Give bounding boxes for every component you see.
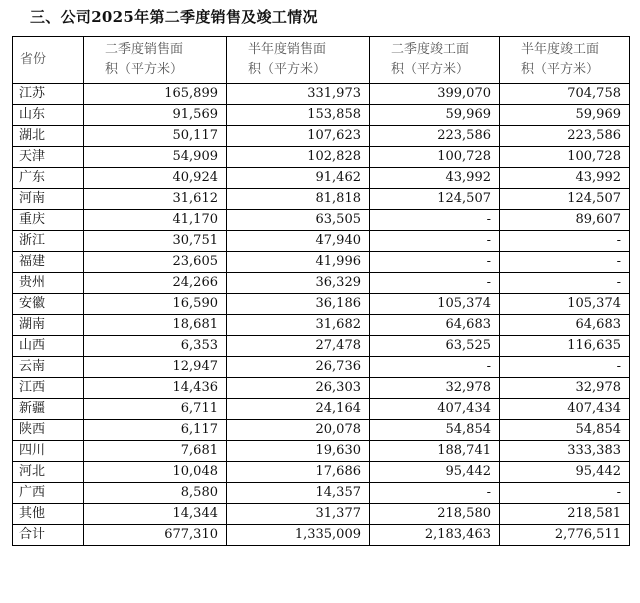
cell-h1-completed-area: 116,635 [500,336,630,357]
cell-q2-completed-area: 218,580 [370,504,500,525]
cell-province: 河北 [13,462,84,483]
cell-h1-sales-area: 26,303 [227,378,370,399]
cell-h1-completed-area: 32,978 [500,378,630,399]
cell-province: 河南 [13,189,84,210]
cell-h1-sales-area: 102,828 [227,147,370,168]
cell-q2-sales-area: 677,310 [84,525,227,546]
cell-h1-sales-area: 36,186 [227,294,370,315]
cell-h1-completed-area: 704,758 [500,84,630,105]
cell-h1-completed-area: 95,442 [500,462,630,483]
cell-q2-sales-area: 50,117 [84,126,227,147]
cell-q2-completed-area: 63,525 [370,336,500,357]
cell-h1-sales-area: 331,973 [227,84,370,105]
cell-q2-sales-area: 6,117 [84,420,227,441]
cell-h1-completed-area: 124,507 [500,189,630,210]
cell-province: 江苏 [13,84,84,105]
table-row [13,462,630,483]
table-row [13,315,630,336]
cell-q2-completed-area: 2,183,463 [370,525,500,546]
cell-province: 贵州 [13,273,84,294]
cell-h1-completed-area: - [500,273,630,294]
cell-h1-sales-area: 19,630 [227,441,370,462]
cell-q2-sales-area: 24,266 [84,273,227,294]
header-q2-completed-line2: 积（平方米） [391,62,470,77]
cell-q2-sales-area: 14,436 [84,378,227,399]
cell-q2-sales-area: 16,590 [84,294,227,315]
cell-h1-sales-area: 31,377 [227,504,370,525]
cell-q2-sales-area: 40,924 [84,168,227,189]
cell-q2-completed-area: 124,507 [370,189,500,210]
cell-h1-completed-area: 407,434 [500,399,630,420]
cell-q2-completed-area: 59,969 [370,105,500,126]
cell-h1-sales-area: 36,329 [227,273,370,294]
cell-h1-completed-area: 43,992 [500,168,630,189]
cell-q2-sales-area: 7,681 [84,441,227,462]
header-province: 省份 [13,37,84,84]
sales-completion-table [12,36,630,546]
cell-h1-sales-area: 153,858 [227,105,370,126]
cell-q2-sales-area: 10,048 [84,462,227,483]
cell-province: 湖南 [13,315,84,336]
cell-h1-completed-area: 333,383 [500,441,630,462]
cell-h1-sales-area: 26,736 [227,357,370,378]
header-h1-completed-area [500,37,630,84]
cell-h1-completed-area: - [500,483,630,504]
cell-province: 湖北 [13,126,84,147]
cell-h1-completed-area: 54,854 [500,420,630,441]
table-row [13,420,630,441]
table-row [13,273,630,294]
header-h1-completed-line1: 半年度竣工面 [521,42,600,57]
cell-q2-completed-area: - [370,273,500,294]
cell-q2-sales-area: 14,344 [84,504,227,525]
header-h1-sales-area [227,37,370,84]
cell-q2-sales-area: 23,605 [84,252,227,273]
cell-province: 云南 [13,357,84,378]
cell-h1-completed-area: - [500,231,630,252]
cell-q2-sales-area: 41,170 [84,210,227,231]
table-row [13,210,630,231]
table-row [13,336,630,357]
cell-h1-completed-area: 2,776,511 [500,525,630,546]
cell-h1-sales-area: 41,996 [227,252,370,273]
cell-h1-sales-area: 27,478 [227,336,370,357]
page-title: 三、公司2025年第二季度销售及竣工情况 [30,8,318,26]
cell-province: 陕西 [13,420,84,441]
cell-h1-sales-area: 47,940 [227,231,370,252]
cell-q2-completed-area: 100,728 [370,147,500,168]
cell-q2-sales-area: 18,681 [84,315,227,336]
cell-q2-completed-area: - [370,483,500,504]
cell-province: 其他 [13,504,84,525]
table-row [13,504,630,525]
header-q2-sales-line1: 二季度销售面 [105,42,184,57]
cell-q2-completed-area: - [370,252,500,273]
cell-h1-sales-area: 91,462 [227,168,370,189]
header-q2-sales-line2: 积（平方米） [105,62,184,77]
cell-q2-completed-area: 407,434 [370,399,500,420]
table-row [13,126,630,147]
cell-q2-completed-area: 399,070 [370,84,500,105]
cell-q2-completed-area: 64,683 [370,315,500,336]
table-row [13,189,630,210]
cell-q2-completed-area: 95,442 [370,462,500,483]
cell-province: 山西 [13,336,84,357]
cell-q2-sales-area: 6,711 [84,399,227,420]
cell-h1-completed-area: 218,581 [500,504,630,525]
cell-q2-sales-area: 6,353 [84,336,227,357]
cell-q2-sales-area: 8,580 [84,483,227,504]
table-row [13,294,630,315]
header-h1-completed-line2: 积（平方米） [521,62,600,77]
header-h1-sales-line2: 积（平方米） [248,62,327,77]
cell-q2-completed-area: 188,741 [370,441,500,462]
cell-q2-sales-area: 12,947 [84,357,227,378]
cell-h1-completed-area: 100,728 [500,147,630,168]
cell-h1-completed-area: 59,969 [500,105,630,126]
cell-q2-completed-area: 223,586 [370,126,500,147]
cell-q2-completed-area: 32,978 [370,378,500,399]
cell-q2-sales-area: 30,751 [84,231,227,252]
cell-province: 广西 [13,483,84,504]
table-row [13,441,630,462]
cell-h1-completed-area: 105,374 [500,294,630,315]
table-row [13,147,630,168]
cell-q2-sales-area: 165,899 [84,84,227,105]
cell-h1-sales-area: 24,164 [227,399,370,420]
table-header-row [13,37,630,84]
cell-h1-completed-area: - [500,357,630,378]
table-row [13,483,630,504]
cell-h1-sales-area: 20,078 [227,420,370,441]
cell-province: 广东 [13,168,84,189]
cell-province: 安徽 [13,294,84,315]
cell-q2-sales-area: 54,909 [84,147,227,168]
cell-province: 四川 [13,441,84,462]
table-row [13,378,630,399]
table-row [13,357,630,378]
table-row [13,84,630,105]
cell-q2-completed-area: - [370,210,500,231]
cell-q2-completed-area: 105,374 [370,294,500,315]
cell-h1-completed-area: 223,586 [500,126,630,147]
cell-province: 新疆 [13,399,84,420]
header-q2-sales-area [84,37,227,84]
cell-h1-sales-area: 17,686 [227,462,370,483]
cell-h1-sales-area: 14,357 [227,483,370,504]
cell-province: 江西 [13,378,84,399]
header-h1-sales-line1: 半年度销售面 [248,42,327,57]
header-q2-completed-line1: 二季度竣工面 [391,42,470,57]
table-row [13,168,630,189]
cell-h1-sales-area: 81,818 [227,189,370,210]
cell-province: 福建 [13,252,84,273]
cell-h1-sales-area: 31,682 [227,315,370,336]
table-row [13,399,630,420]
cell-h1-completed-area: 64,683 [500,315,630,336]
cell-q2-completed-area: - [370,357,500,378]
table-row [13,105,630,126]
cell-q2-sales-area: 31,612 [84,189,227,210]
cell-province: 浙江 [13,231,84,252]
cell-province: 合计 [13,525,84,546]
table-row [13,252,630,273]
cell-h1-completed-area: 89,607 [500,210,630,231]
cell-q2-completed-area: - [370,231,500,252]
cell-h1-sales-area: 63,505 [227,210,370,231]
cell-q2-completed-area: 54,854 [370,420,500,441]
cell-q2-completed-area: 43,992 [370,168,500,189]
cell-h1-sales-area: 1,335,009 [227,525,370,546]
table-body [13,84,630,546]
cell-province: 山东 [13,105,84,126]
header-q2-completed-area [370,37,500,84]
table-row [13,231,630,252]
table-row [13,525,630,546]
cell-h1-completed-area: - [500,252,630,273]
cell-province: 天津 [13,147,84,168]
cell-q2-sales-area: 91,569 [84,105,227,126]
cell-province: 重庆 [13,210,84,231]
cell-h1-sales-area: 107,623 [227,126,370,147]
